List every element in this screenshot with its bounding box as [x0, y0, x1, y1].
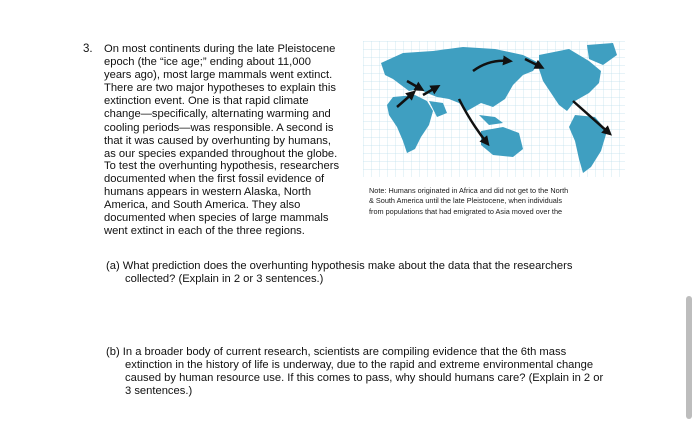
intro-line: extinction event. One is that rapid climate	[104, 95, 309, 108]
intro-line: that it was caused by overhunting by humans,	[104, 134, 331, 147]
test-line: documented when the first fossil evidence of	[104, 173, 325, 186]
intro-line: change—specifically, alternating warming and	[104, 108, 331, 121]
test-line: America, and South America. They also	[104, 199, 301, 212]
question-number: 3.	[83, 43, 93, 55]
map-note-line: Note: Humans originated in Africa and did not get to the North	[369, 186, 569, 195]
part-b-line: caused by human resource use. If this comes to pass, why should humans care? (Explain in 2 or	[125, 372, 604, 385]
part-a-prompt	[106, 260, 572, 286]
map-note	[369, 186, 568, 217]
intro-line: years ago), most large mammals went extinct.	[104, 69, 333, 82]
part-a-line: (a) What prediction does the overhunting hypothesis make about the data that the researchers	[106, 260, 573, 272]
test-line: To test the overhunting hypothesis, researchers	[104, 160, 340, 172]
intro-line: epoch (the “ice age;” ending about 11,000	[104, 56, 311, 69]
map-note-line: from populations that had emigrated to Asia moved over the	[369, 206, 563, 216]
part-b-line: 3 sentences.)	[125, 385, 193, 398]
test-line: documented when species of large mammals	[104, 212, 329, 225]
part-a-line: collected? (Explain in 2 or 3 sentences.)	[125, 273, 324, 286]
intro-line: cooling periods—was responsible. A second is	[104, 121, 334, 134]
intro-line: On most continents during the late Pleistocene	[104, 43, 336, 55]
human-migration-map	[363, 41, 625, 177]
part-b-line: (b) In a broader body of current research, scientists are compiling evidence that the 6th mass	[106, 346, 567, 358]
vertical-scrollbar[interactable]	[686, 296, 692, 419]
test-line: went extinct in each of the three regions.	[104, 225, 305, 238]
question-paragraph-intro	[104, 43, 337, 161]
test-line: humans appears in western Alaska, North	[104, 186, 312, 199]
map-note-line: & South America until the late Pleistocene, when individuals	[369, 196, 563, 206]
question-paragraph-test	[104, 160, 339, 239]
part-b-prompt	[106, 346, 603, 398]
part-b-line: extinction in the history of life is underway, due to the rapid and extreme environmental change	[125, 359, 594, 372]
intro-line: as our species expanded throughout the globe.	[104, 147, 338, 160]
intro-line: There are two major hypotheses to explain this	[104, 82, 336, 95]
